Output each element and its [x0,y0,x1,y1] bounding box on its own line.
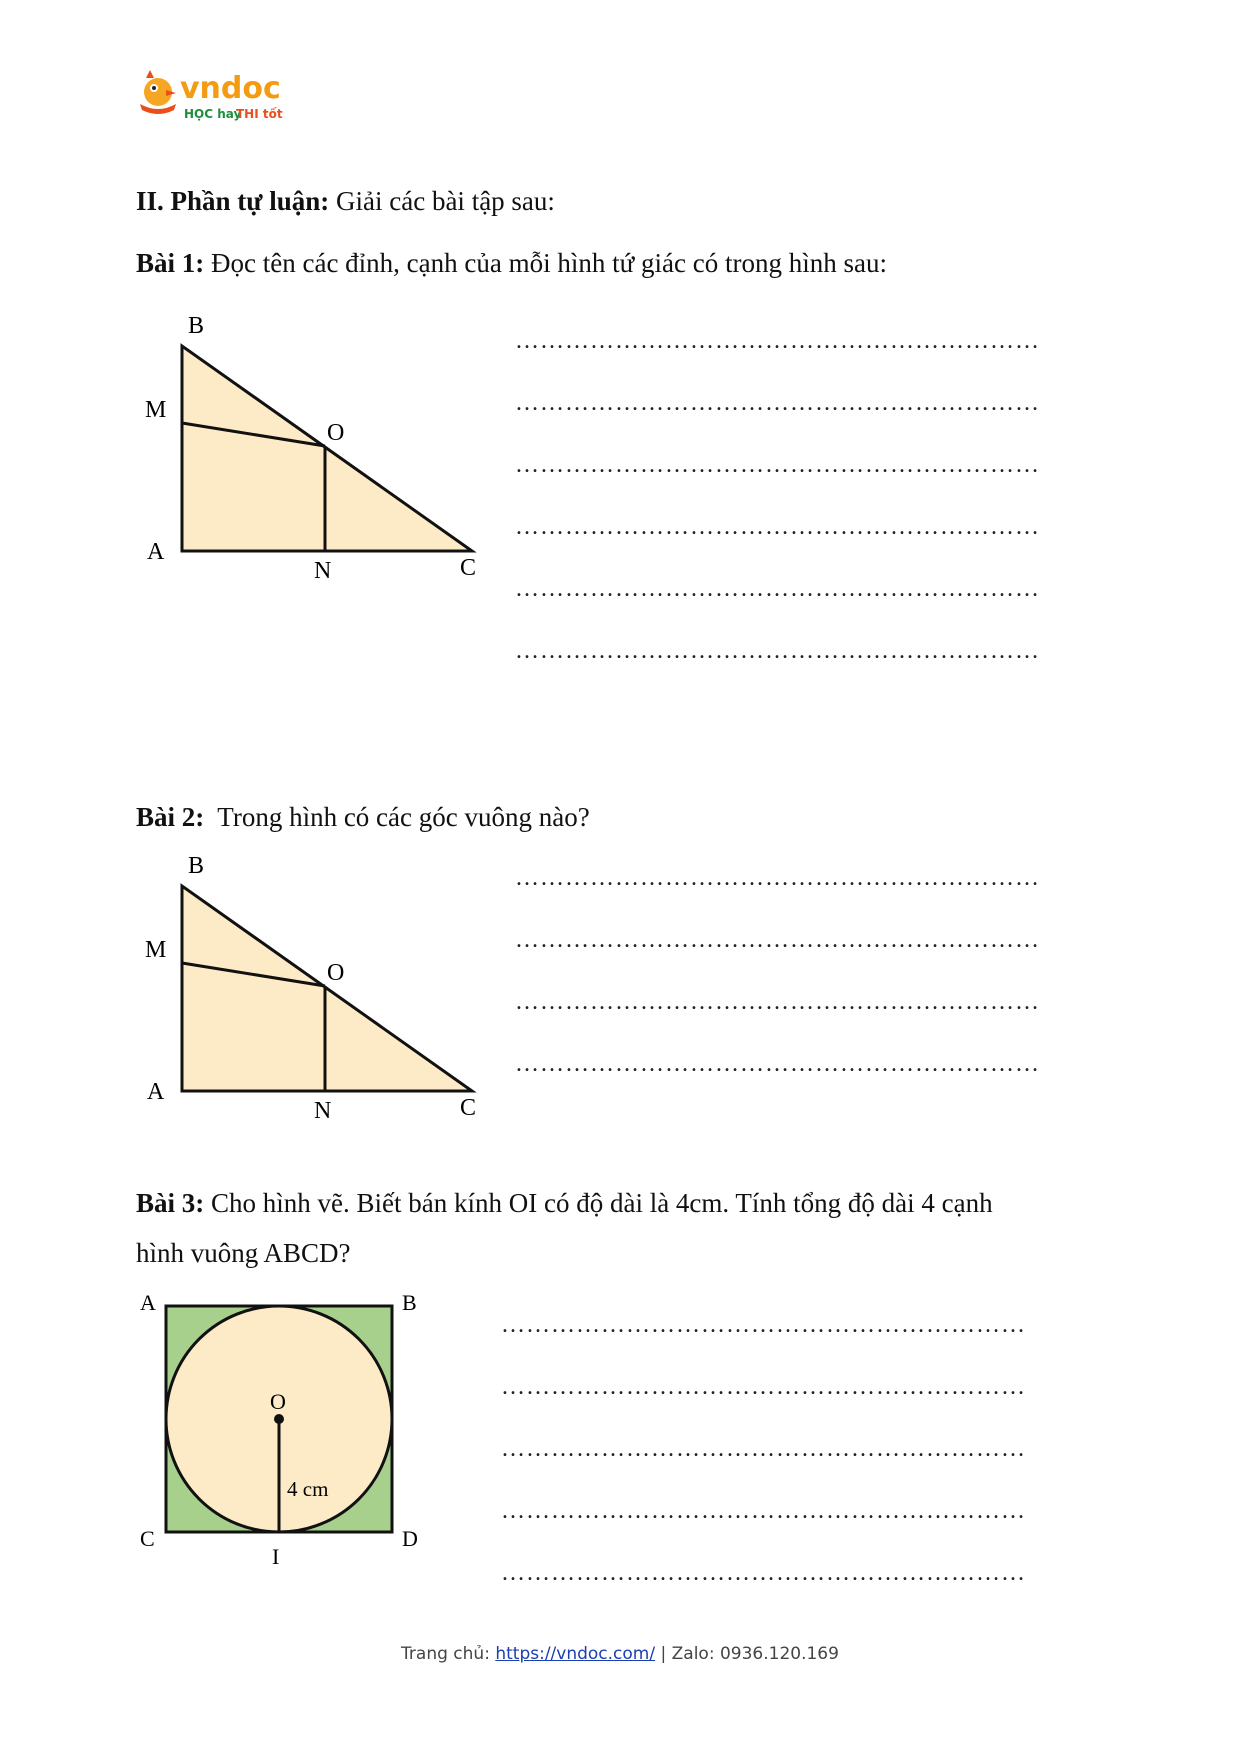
bai3-point-o: O [270,1389,286,1414]
bai1-point-c: C [460,555,477,581]
bai3-answer-line[interactable]: ……………………………………………………… [501,1560,1026,1586]
bai3-point-a: A [140,1290,156,1315]
bai2-point-b: B [188,853,205,879]
logo-graphic [136,68,306,126]
bai3-answer-line[interactable]: ……………………………………………………… [501,1436,1026,1462]
bai3-question [136,1188,993,1219]
section-heading [136,186,555,217]
footer-prefix: Trang chủ: [401,1644,490,1664]
bai1-figure [130,300,490,600]
bai3-radius-label: 4 cm [287,1477,329,1501]
bai1-point-b: B [188,313,205,339]
bai1-answer-line[interactable]: ……………………………………………………… [515,452,1040,478]
logo-tagline-2: THI tốt [236,107,283,121]
bai2-triangle [182,886,472,1091]
bai1-text: Đọc tên các đỉnh, cạnh của mỗi hình tứ giác có trong hình sau: [211,248,887,278]
bai3-point-b: B [402,1290,417,1315]
bai2-point-c: C [460,1095,477,1121]
logo-brand: vndoc [180,71,281,106]
bai3-answer-line[interactable]: ……………………………………………………… [501,1374,1026,1400]
bai1-answer-line[interactable]: ……………………………………………………… [515,638,1040,664]
bai1-label: Bài 1: [136,248,205,278]
bai2-figure [130,840,490,1140]
page-footer [0,1644,1240,1664]
bai1-answer-line[interactable]: ……………………………………………………… [515,328,1040,354]
bai1-point-m: M [145,397,167,423]
bai2-text: Trong hình có các góc vuông nào? [217,802,590,832]
bai3-text-2: hình vuông ABCD? [136,1238,351,1268]
bai3-figure [130,1290,440,1590]
bai3-question-cont [136,1238,351,1269]
bai2-label: Bài 2: [136,802,205,832]
bai3-point-d: D [402,1526,418,1551]
bai1-point-n: N [314,558,332,584]
bai2-answer-line[interactable]: ……………………………………………………… [515,989,1040,1015]
bai2-answer-line[interactable]: ……………………………………………………… [515,927,1040,953]
logo-tagline-1: HỌC hay [184,107,242,121]
bai3-point-i: I [272,1544,280,1569]
bai1-answer-line[interactable]: ……………………………………………………… [515,514,1040,540]
bai1-point-a: A [147,539,165,565]
bai2-point-n: N [314,1098,332,1124]
bai2-answer-line[interactable]: ……………………………………………………… [515,865,1040,891]
bai2-question [136,802,590,833]
bai2-point-o: O [327,960,345,986]
footer-zalo: Zalo: 0936.120.169 [671,1644,839,1664]
bai2-point-a: A [147,1079,165,1105]
bai3-label: Bài 3: [136,1188,205,1218]
bai3-answer-line[interactable]: ……………………………………………………… [501,1312,1026,1338]
section-heading-text: Giải các bài tập sau: [336,186,555,216]
bai1-triangle [182,346,472,551]
footer-home-link[interactable]: https://vndoc.com/ [495,1644,656,1664]
bai3-text-1: Cho hình vẽ. Biết bán kính OI có độ dài là 4cm. Tính tổng độ dài 4 cạnh [211,1188,993,1218]
bai3-center-dot [274,1414,284,1424]
bai1-question [136,248,887,279]
vndoc-logo[interactable] [136,68,306,126]
bai1-point-o: O [327,420,345,446]
footer-separator: | [660,1644,667,1664]
bai3-point-c: C [140,1526,155,1551]
bai1-answer-line[interactable]: ……………………………………………………… [515,390,1040,416]
bai1-answer-line[interactable]: ……………………………………………………… [515,576,1040,602]
bai2-answer-line[interactable]: ……………………………………………………… [515,1051,1040,1077]
bai2-point-m: M [145,937,167,963]
section-heading-bold: II. Phần tự luận: [136,186,330,216]
bai3-answer-line[interactable]: ……………………………………………………… [501,1498,1026,1524]
